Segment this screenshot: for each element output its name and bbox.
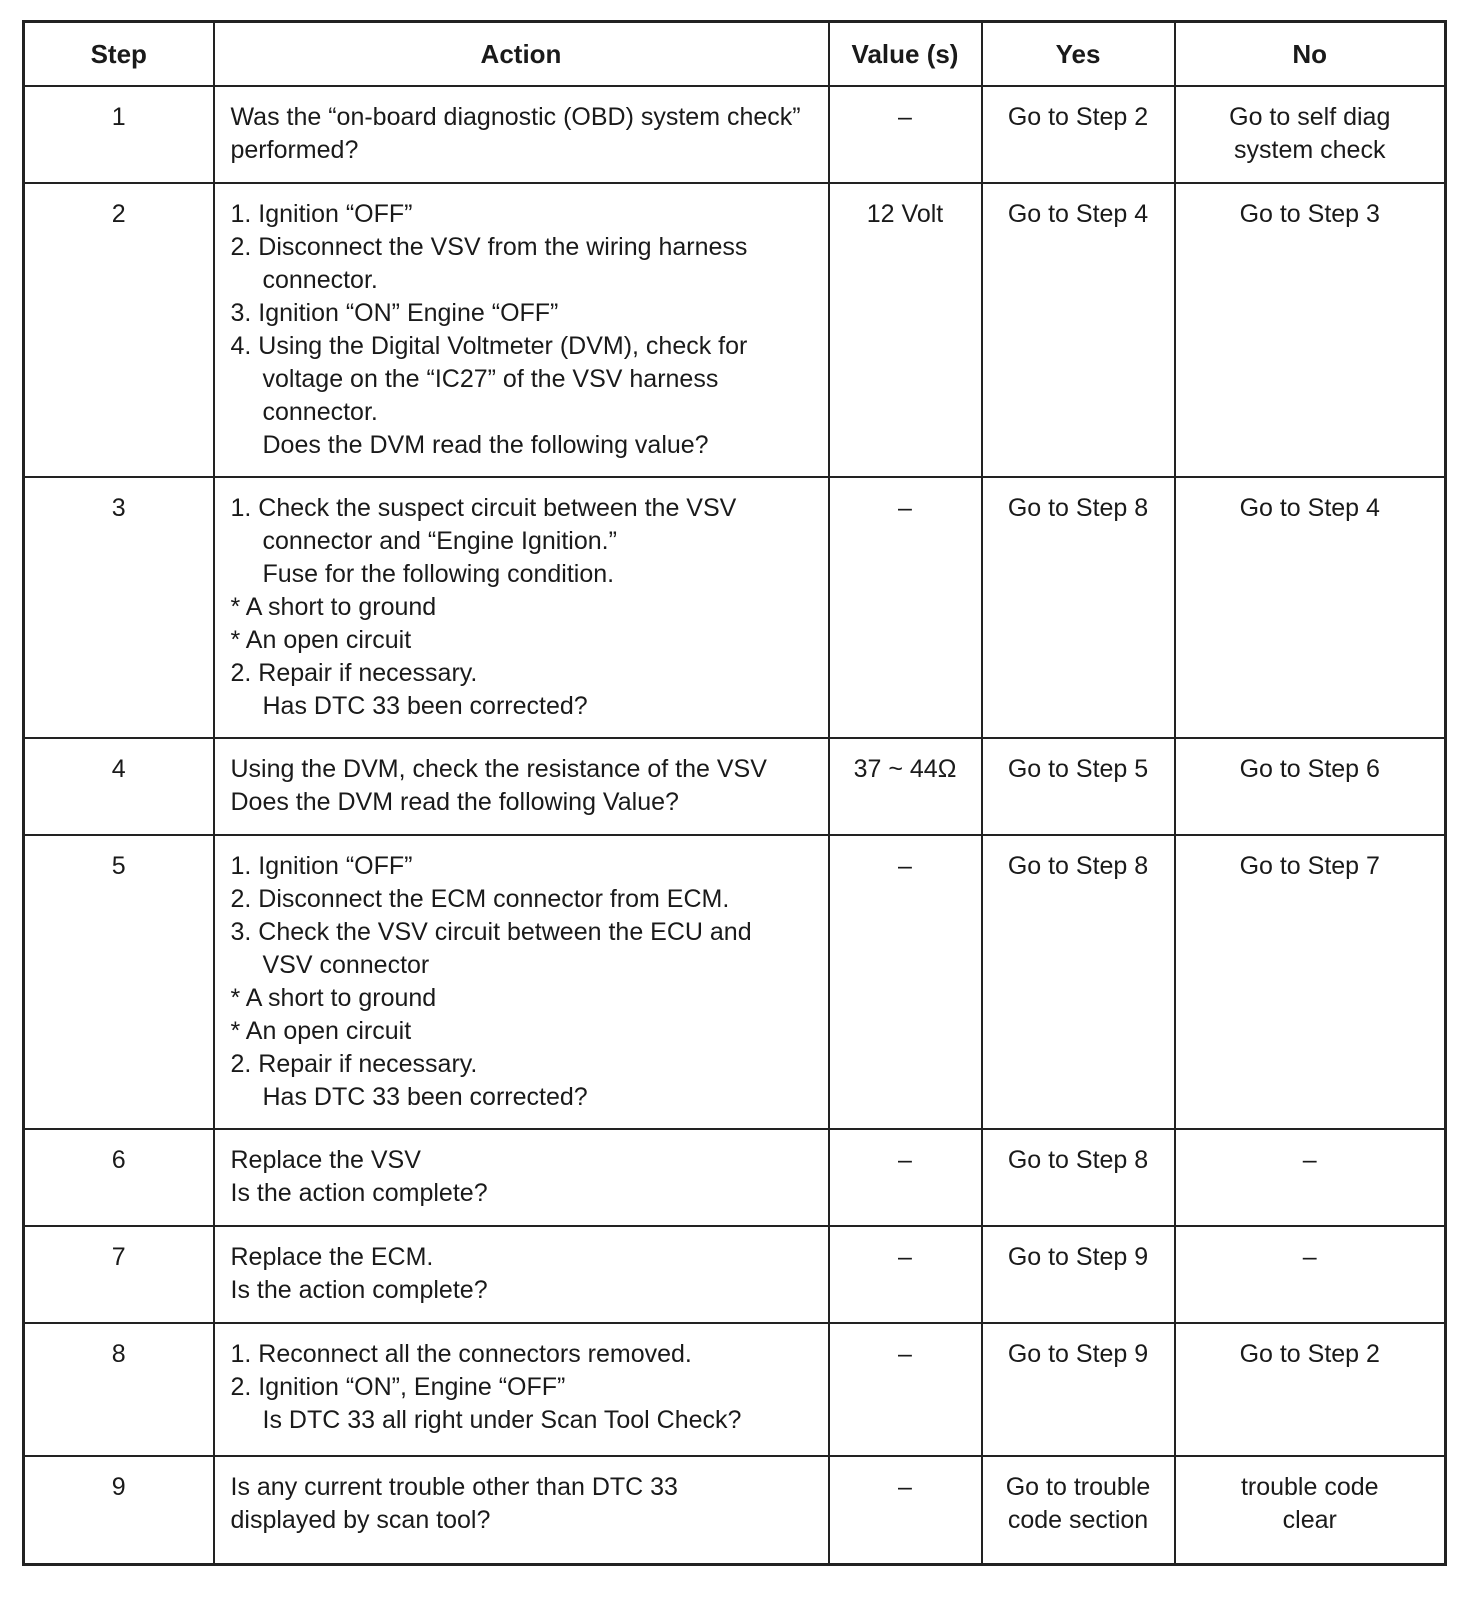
value-cell: 37 ~ 44Ω bbox=[829, 738, 982, 835]
yes-cell bbox=[982, 738, 1175, 835]
no-cell bbox=[1175, 1456, 1446, 1564]
action-line: * A short to ground bbox=[230, 593, 437, 621]
action-cell bbox=[214, 1323, 829, 1456]
no-cell bbox=[1175, 738, 1446, 835]
action-line: Has DTC 33 been corrected? bbox=[262, 1083, 588, 1111]
action-line: Is the action complete? bbox=[230, 1276, 488, 1304]
action-line: * A short to ground bbox=[230, 984, 437, 1012]
no-cell bbox=[1175, 477, 1446, 738]
step-number: 7 bbox=[24, 1226, 214, 1323]
action-line: 4. Using the Digital Voltmeter (DVM), check for bbox=[230, 332, 748, 360]
action-line: Fuse for the following condition. bbox=[262, 560, 615, 588]
no-line: Go to Step 7 bbox=[1239, 852, 1380, 880]
action-line: displayed by scan tool? bbox=[230, 1506, 491, 1534]
action-line: connector. bbox=[262, 398, 378, 426]
action-cell bbox=[214, 1456, 829, 1564]
step-number: 1 bbox=[24, 86, 214, 183]
action-cell bbox=[214, 738, 829, 835]
yes-line: Go to Step 5 bbox=[1007, 755, 1149, 783]
step-number: 5 bbox=[24, 835, 214, 1129]
action-line: Was the “on-board diagnostic (OBD) system check” bbox=[230, 103, 801, 131]
value-cell: – bbox=[829, 477, 982, 738]
action-cell bbox=[214, 1226, 829, 1323]
no-line: trouble code bbox=[1240, 1473, 1379, 1501]
yes-line: Go to Step 9 bbox=[1007, 1340, 1149, 1368]
value-cell: – bbox=[829, 1323, 982, 1456]
action-line: VSV connector bbox=[262, 951, 430, 979]
no-line: – bbox=[1302, 1243, 1317, 1271]
no-line: Go to Step 4 bbox=[1239, 494, 1380, 522]
no-cell bbox=[1175, 835, 1446, 1129]
action-line: 2. Ignition “ON”, Engine “OFF” bbox=[230, 1373, 566, 1401]
action-line: 2. Repair if necessary. bbox=[230, 659, 478, 687]
no-line: Go to Step 3 bbox=[1239, 200, 1380, 228]
no-line: – bbox=[1302, 1146, 1317, 1174]
action-cell bbox=[214, 1129, 829, 1226]
no-line: Go to self diag bbox=[1229, 103, 1391, 131]
step-number: 6 bbox=[24, 1129, 214, 1226]
yes-line: Go to Step 8 bbox=[1007, 852, 1149, 880]
yes-line: Go to Step 2 bbox=[1007, 103, 1149, 131]
action-line: performed? bbox=[230, 136, 359, 164]
action-line: 2. Disconnect the ECM connector from ECM. bbox=[230, 885, 730, 913]
no-line: clear bbox=[1282, 1506, 1337, 1534]
step-number: 8 bbox=[24, 1323, 214, 1456]
value-cell: – bbox=[829, 1226, 982, 1323]
no-cell bbox=[1175, 1129, 1446, 1226]
action-line: 2. Disconnect the VSV from the wiring harness bbox=[230, 233, 748, 261]
table-row bbox=[24, 835, 1446, 1129]
table-row bbox=[24, 1129, 1446, 1226]
yes-line: Go to Step 4 bbox=[1007, 200, 1149, 228]
action-line: 3. Check the VSV circuit between the ECU and bbox=[230, 918, 752, 946]
action-line: Does the DVM read the following Value? bbox=[230, 788, 679, 816]
action-line: Has DTC 33 been corrected? bbox=[262, 692, 588, 720]
yes-line: code section bbox=[1007, 1506, 1149, 1534]
value-cell: 12 Volt bbox=[829, 183, 982, 477]
table-row bbox=[24, 183, 1446, 477]
table-row bbox=[24, 477, 1446, 738]
diagnostic-table bbox=[22, 20, 1447, 1566]
step-number: 4 bbox=[24, 738, 214, 835]
table-row bbox=[24, 1456, 1446, 1564]
header-row bbox=[24, 22, 1446, 87]
action-line: Is the action complete? bbox=[230, 1179, 488, 1207]
column-header-action: Action bbox=[214, 22, 829, 87]
column-header-value: Value (s) bbox=[829, 22, 982, 87]
yes-line: Go to Step 8 bbox=[1007, 1146, 1149, 1174]
action-cell bbox=[214, 183, 829, 477]
no-cell bbox=[1175, 183, 1446, 477]
action-cell bbox=[214, 86, 829, 183]
no-cell bbox=[1175, 86, 1446, 183]
table-row bbox=[24, 738, 1446, 835]
table-row bbox=[24, 1226, 1446, 1323]
yes-cell bbox=[982, 477, 1175, 738]
action-line: connector. bbox=[262, 266, 378, 294]
table-row bbox=[24, 1323, 1446, 1456]
action-line: connector and “Engine Ignition.” bbox=[262, 527, 617, 555]
action-line: 2. Repair if necessary. bbox=[230, 1050, 478, 1078]
yes-line: Go to Step 8 bbox=[1007, 494, 1149, 522]
action-line: 1. Check the suspect circuit between the VSV bbox=[230, 494, 737, 522]
value-cell: – bbox=[829, 86, 982, 183]
action-line: 1. Ignition “OFF” bbox=[230, 852, 413, 880]
no-cell bbox=[1175, 1226, 1446, 1323]
yes-cell bbox=[982, 1226, 1175, 1323]
yes-cell bbox=[982, 86, 1175, 183]
action-line: Using the DVM, check the resistance of the VSV bbox=[230, 755, 767, 783]
yes-line: Go to trouble bbox=[1005, 1473, 1151, 1501]
yes-cell bbox=[982, 1323, 1175, 1456]
step-number: 2 bbox=[24, 183, 214, 477]
yes-cell bbox=[982, 183, 1175, 477]
action-line: 1. Ignition “OFF” bbox=[230, 200, 413, 228]
column-header-no: No bbox=[1175, 22, 1446, 87]
value-cell: – bbox=[829, 1456, 982, 1564]
action-line: Replace the VSV bbox=[230, 1146, 421, 1174]
yes-cell bbox=[982, 1456, 1175, 1564]
action-line: 1. Reconnect all the connectors removed. bbox=[230, 1340, 692, 1368]
action-line: Is any current trouble other than DTC 33 bbox=[230, 1473, 678, 1501]
action-line: * An open circuit bbox=[230, 626, 412, 654]
action-line: * An open circuit bbox=[230, 1017, 412, 1045]
table-row bbox=[24, 86, 1446, 183]
no-line: Go to Step 6 bbox=[1239, 755, 1380, 783]
action-line: 3. Ignition “ON” Engine “OFF” bbox=[230, 299, 559, 327]
action-line: voltage on the “IC27” of the VSV harness bbox=[262, 365, 719, 393]
action-line: Replace the ECM. bbox=[230, 1243, 434, 1271]
no-line: system check bbox=[1234, 136, 1386, 164]
action-cell bbox=[214, 835, 829, 1129]
value-cell: – bbox=[829, 1129, 982, 1226]
no-cell bbox=[1175, 1323, 1446, 1456]
value-cell: – bbox=[829, 835, 982, 1129]
table-body bbox=[24, 86, 1446, 1564]
step-number: 3 bbox=[24, 477, 214, 738]
action-cell bbox=[214, 477, 829, 738]
no-line: Go to Step 2 bbox=[1239, 1340, 1380, 1368]
step-number: 9 bbox=[24, 1456, 214, 1564]
yes-cell bbox=[982, 1129, 1175, 1226]
column-header-yes: Yes bbox=[982, 22, 1175, 87]
action-line: Does the DVM read the following value? bbox=[262, 431, 709, 459]
yes-line: Go to Step 9 bbox=[1007, 1243, 1149, 1271]
yes-cell bbox=[982, 835, 1175, 1129]
action-line: Is DTC 33 all right under Scan Tool Check? bbox=[262, 1406, 742, 1434]
column-header-step: Step bbox=[24, 22, 214, 87]
